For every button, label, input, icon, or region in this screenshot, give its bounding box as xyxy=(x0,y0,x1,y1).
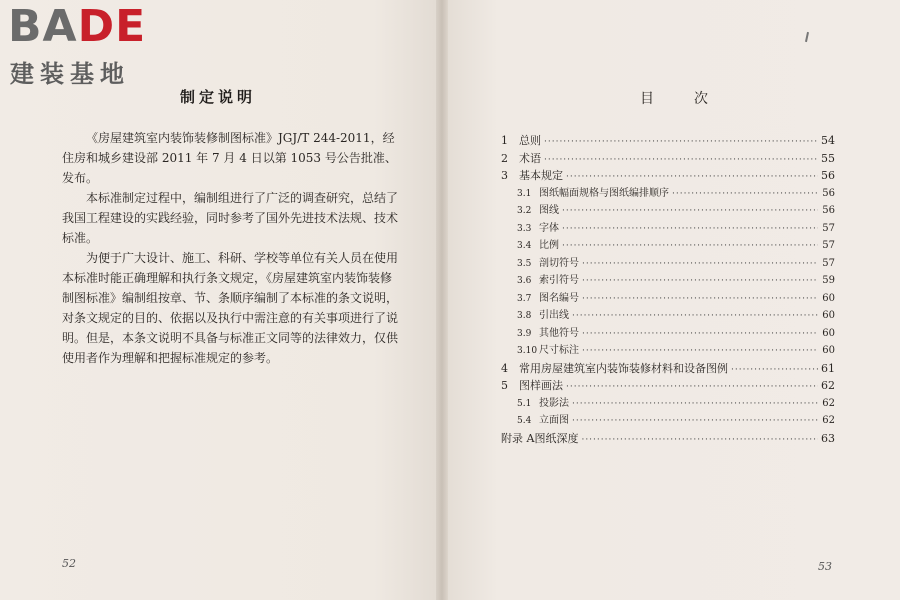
toc-leader-dots xyxy=(582,326,818,344)
toc-entry-page: 56 xyxy=(821,169,835,182)
toc-leader-dots xyxy=(562,203,818,221)
toc-entry-number: 3.2 xyxy=(517,206,532,216)
toc-entry-page: 56 xyxy=(822,187,835,199)
toc-leader-dots xyxy=(582,256,818,274)
toc-entry xyxy=(501,272,835,290)
toc-entry-number: 3.4 xyxy=(517,241,532,251)
toc-entry-number: 3 xyxy=(501,169,508,182)
toc-entry xyxy=(501,167,835,185)
toc-entry-page: 54 xyxy=(821,134,835,147)
paragraph: 为便于广大设计、施工、科研、学校等单位有关人员在使用本标准时能正确理解和执行条文规定，《房屋建筑室内装饰装修制图标准》编制组按章、节、条顺序编制了本标准的条文说明，对条文规定的目的、依据以及执行中需注意的有关事项进行了说明。但是，本条文说明不具备与标准正文同等的法律效力，仅供使用者作为理解和把握标准规定的参考。 xyxy=(62,251,399,365)
toc-entry-number: 3.10 xyxy=(517,346,538,356)
book-gutter xyxy=(436,0,448,600)
toc-entry-label: 总则 xyxy=(519,134,541,147)
toc-entry-page: 56 xyxy=(822,205,835,216)
toc-entry-label: 尺寸标注 xyxy=(539,345,579,356)
toc-entry xyxy=(501,430,835,448)
toc-entry-number: 2 xyxy=(501,151,508,165)
toc-entry-number: 3.9 xyxy=(517,328,532,339)
toc-entry-number: 3.6 xyxy=(517,276,532,286)
toc-entry-number: 附录 A xyxy=(501,431,535,445)
toc-entry xyxy=(501,307,835,325)
toc-entry xyxy=(501,255,835,273)
toc-entry xyxy=(501,202,835,220)
toc-entry-page: 61 xyxy=(821,361,835,375)
toc-entry-label: 图纸幅面规格与图纸编排顺序 xyxy=(539,187,669,199)
toc-entry xyxy=(501,395,835,413)
toc-entry-page: 60 xyxy=(822,310,835,321)
toc-leader-dots xyxy=(731,362,818,380)
toc-entry xyxy=(501,220,835,238)
right-page-number: 53 xyxy=(818,560,832,573)
paragraph: 本标准制定过程中，编制组进行了广泛的调查研究，总结了我国工程建设的实践经验，同时参考了国外先进技术法规、技术标准。 xyxy=(62,191,399,245)
toc-entry-label: 图名编号 xyxy=(539,292,579,304)
toc-title: 目 次 xyxy=(640,91,714,107)
toc-entry-page: 62 xyxy=(822,415,835,426)
toc-entry-number: 5.4 xyxy=(517,416,532,426)
toc-entry-number: 4 xyxy=(501,361,508,375)
toc-entry xyxy=(501,342,835,360)
toc-leader-dots xyxy=(572,396,818,414)
paragraph: 《房屋建筑室内装饰装修制图标准》JGJ/T 244-2011，经住房和城乡建设部 2011 年 7 月 4 日以第 1053 号公告批准、发布。 xyxy=(62,131,397,185)
toc-entry-number: 5 xyxy=(501,379,508,392)
toc-entry-number: 3.5 xyxy=(517,258,532,269)
logo-subtitle: 建装基地 xyxy=(10,60,130,88)
toc-entry-page: 63 xyxy=(821,431,835,445)
toc-entry-label: 基本规定 xyxy=(519,169,563,182)
toc-entry-page: 60 xyxy=(822,292,835,304)
watermark-logo xyxy=(8,1,183,88)
toc-entry-label: 术语 xyxy=(519,151,541,165)
logo-wordmark: BADE xyxy=(8,1,147,52)
toc-entry-number: 3.8 xyxy=(517,311,532,321)
toc-entry xyxy=(501,290,835,308)
toc-entry-label: 常用房屋建筑室内装饰装修材料和设备图例 xyxy=(519,361,728,375)
toc-entry-number: 3.3 xyxy=(517,223,532,234)
toc-entry xyxy=(501,132,835,150)
left-page-body xyxy=(62,128,402,368)
toc-entry-page: 60 xyxy=(822,345,835,356)
toc-entry-number: 5.1 xyxy=(517,398,532,409)
toc-leader-dots xyxy=(582,343,818,361)
toc-leader-dots xyxy=(562,221,818,239)
toc-entry-page: 59 xyxy=(822,275,835,286)
table-of-contents xyxy=(501,132,835,447)
toc-entry-page: 60 xyxy=(822,327,835,339)
toc-entry xyxy=(501,237,835,255)
toc-entry-page: 57 xyxy=(822,222,835,234)
toc-entry-number: 1 xyxy=(501,134,508,147)
toc-entry-label: 引出线 xyxy=(539,310,569,321)
toc-leader-dots xyxy=(566,379,818,397)
toc-entry-label: 索引符号 xyxy=(539,275,579,286)
toc-entry-page: 62 xyxy=(821,379,835,392)
toc-entry-page: 55 xyxy=(821,151,835,165)
toc-entry xyxy=(501,360,835,378)
toc-entry-label: 投影法 xyxy=(539,397,569,409)
toc-entry-label: 字体 xyxy=(539,222,559,234)
toc-entry xyxy=(501,377,835,395)
toc-entry-label: 其他符号 xyxy=(539,327,579,339)
toc-leader-dots xyxy=(581,432,818,450)
toc-entry xyxy=(501,325,835,343)
toc-leader-dots xyxy=(572,308,818,326)
toc-entry-label: 剖切符号 xyxy=(539,257,579,269)
toc-entry-label: 立面图 xyxy=(539,415,569,426)
toc-leader-dots xyxy=(544,134,818,152)
toc-entry xyxy=(501,412,835,430)
toc-leader-dots xyxy=(572,413,818,431)
toc-entry xyxy=(501,185,835,203)
toc-entry-label: 图样画法 xyxy=(519,379,563,392)
toc-entry-page: 57 xyxy=(822,257,835,269)
toc-entry xyxy=(501,150,835,168)
toc-entry-page: 57 xyxy=(822,240,835,251)
toc-leader-dots xyxy=(582,273,818,291)
toc-leader-dots xyxy=(672,186,818,204)
toc-leader-dots xyxy=(544,152,818,170)
toc-entry-label: 图纸深度 xyxy=(534,431,579,445)
toc-leader-dots xyxy=(582,291,818,309)
toc-leader-dots xyxy=(562,238,818,256)
left-page-number: 52 xyxy=(62,557,76,570)
toc-entry-number: 3.7 xyxy=(517,293,532,304)
toc-entry-page: 62 xyxy=(822,397,835,409)
toc-entry-label: 图线 xyxy=(539,205,559,216)
left-page-title: 制定说明 xyxy=(180,88,257,106)
toc-entry-number: 3.1 xyxy=(517,188,532,199)
toc-entry-label: 比例 xyxy=(539,240,559,251)
